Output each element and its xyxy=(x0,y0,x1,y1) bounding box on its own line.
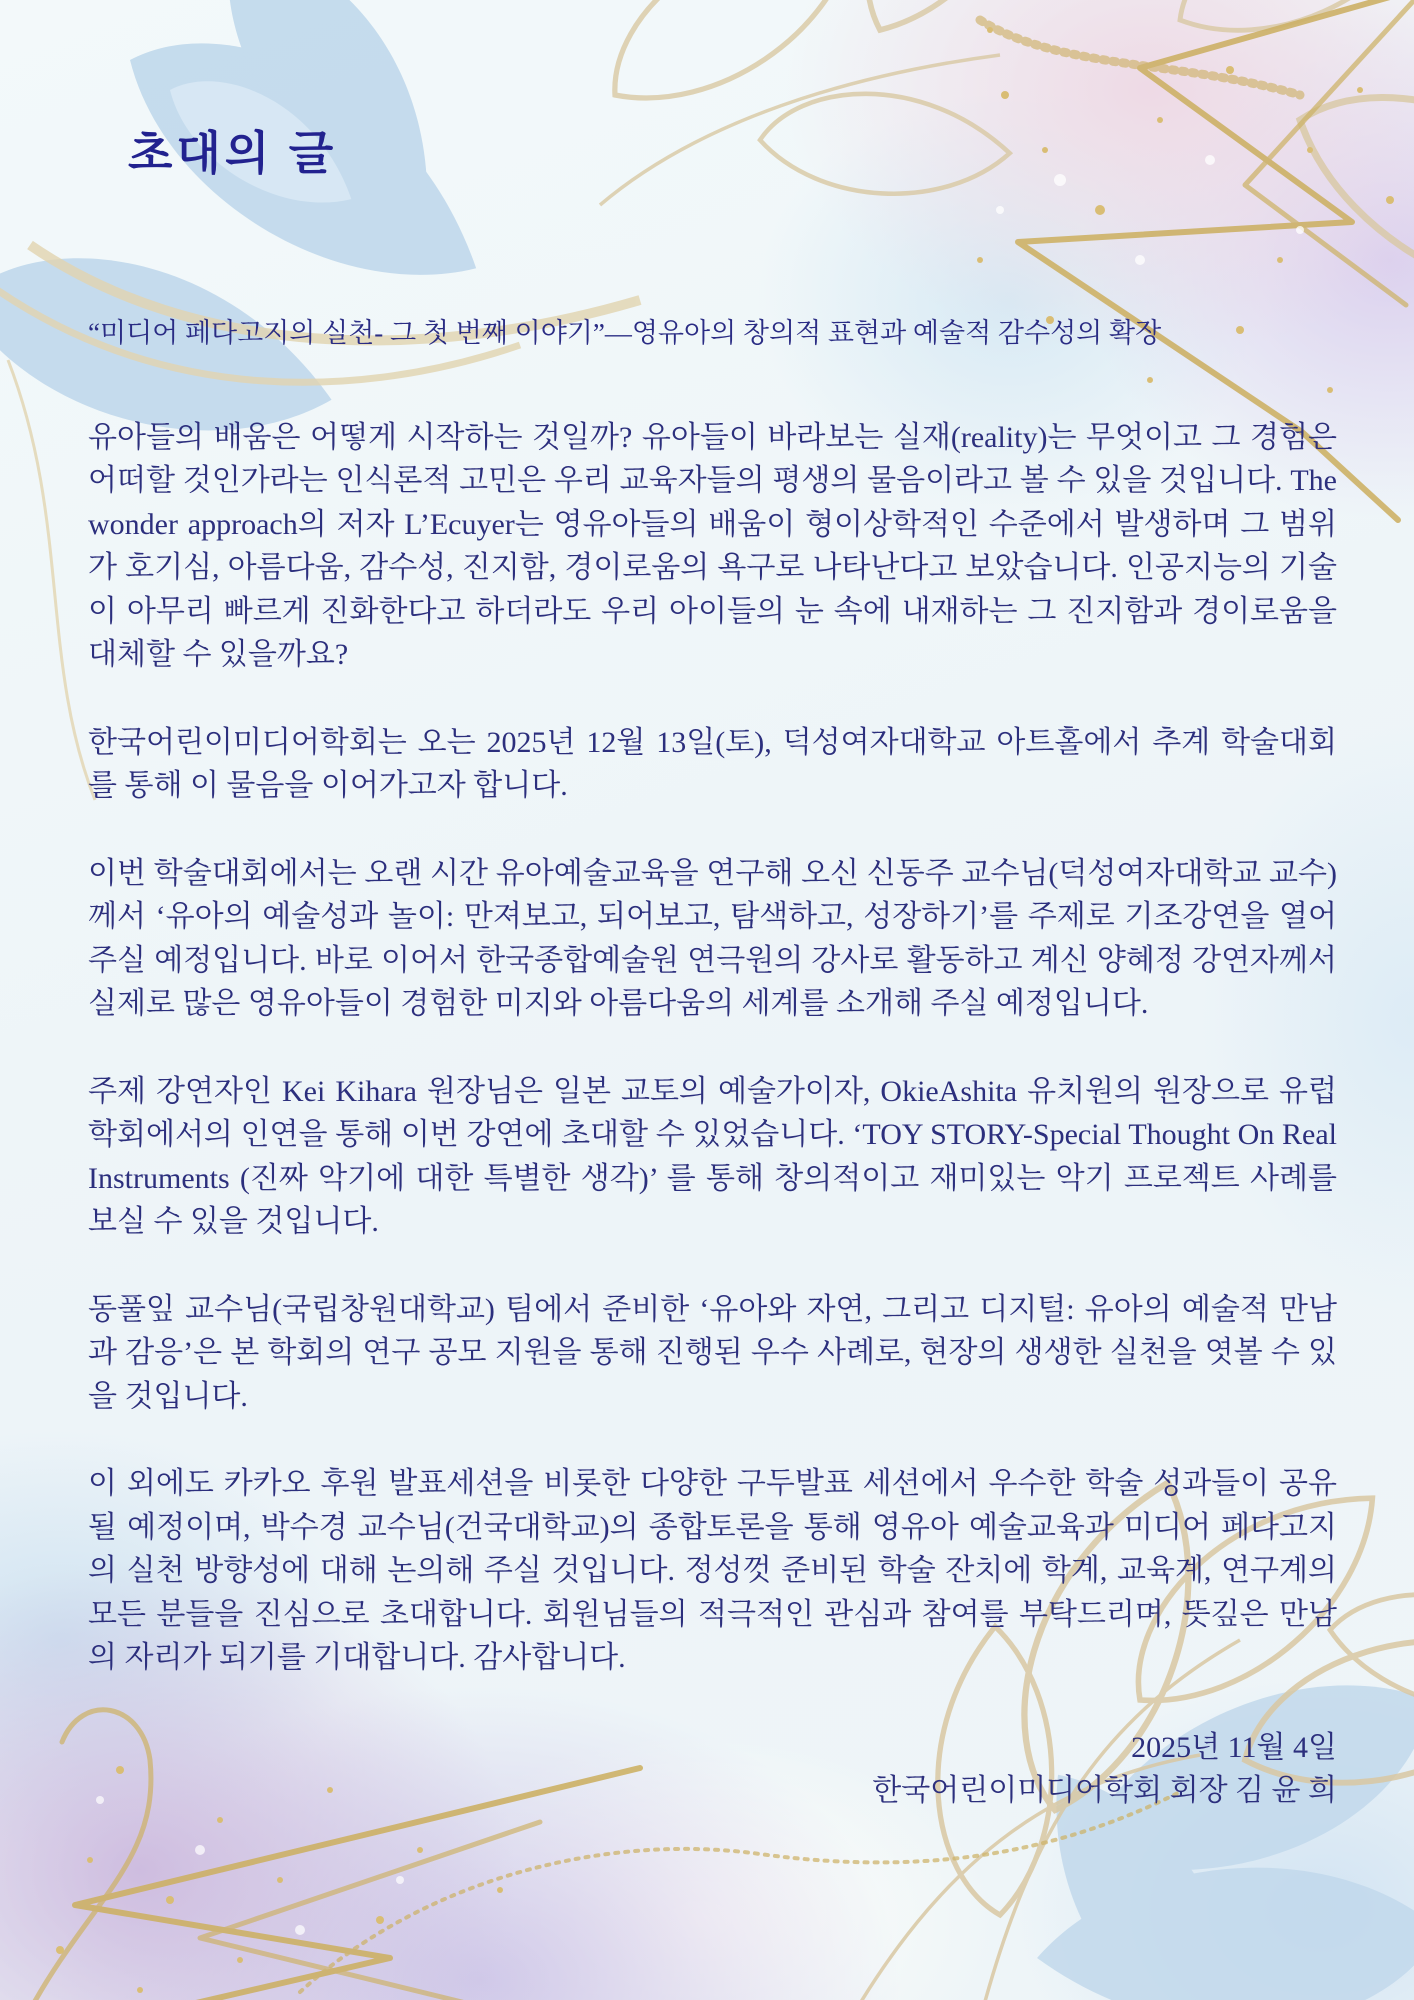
paragraph: 이 외에도 카카오 후원 발표세션을 비롯한 다양한 구두발표 세션에서 우수한 학술 성과들이 공유될 예정이며, 박수경 교수님(건국대학교)의 종합토론을 통해 영유아 예술교육과 미디어 페다고지의 실천 방향성에 대해 논의해 주실 것입니다. 정성껏 준비된 학술 잔치에 학계, 교육계, 연구계의 모든 분들을 진심으로 초대합니다. 회원님들의 적극적인 관심과 참여를 부탁드리며, 뜻깊은 만남의 자리가 되기를 기대합니다. 감사합니다. xyxy=(88,1467,1337,1675)
paragraph: 동풀잎 교수님(국립창원대학교) 팀에서 준비한 ‘유아와 자연, 그리고 디지털: 유아의 예술적 만남과 감응’은 본 학회의 연구 공모 지원을 통해 진행된 우수 사례로, 현장의 생생한 실천을 엿볼 수 있을 것입니다. xyxy=(88,1292,1337,1413)
letter-date: 2025년 11월 4일 xyxy=(1131,1730,1337,1764)
paragraph: 한국어린이미디어학회는 오는 2025년 12월 13일(토), 덕성여자대학교 아트홀에서 추계 학술대회를 통해 이 물음을 이어가고자 합니다. xyxy=(88,725,1337,803)
signature-block xyxy=(88,1726,1337,1813)
letter-signature: 한국어린이미디어학회 회장 김 윤 희 xyxy=(872,1774,1337,1808)
paragraph: 주제 강연자인 Kei Kihara 원장님은 일본 교토의 예술가이자, OkieAshita 유치원의 원장으로 유럽학회에서의 인연을 통해 이번 강연에 초대할 수 있었습니다. ‘TOY STORY-Special Thought On Real Instruments (진짜 악기에 대한 특별한 생각)’ 를 통해 창의적이고 재미있는 악기 프로젝트 사례를 보실 수 있을 것입니다. xyxy=(88,1074,1337,1239)
paragraph: 유아들의 배움은 어떻게 시작하는 것일까? 유아들이 바라보는 실재(reality)는 무엇이고 그 경험은 어떠할 것인가라는 인식론적 고민은 우리 교육자들의 평생의 물음이라고 볼 수 있을 것입니다. The wonder approach의 저자 L’Ecuyer는 영유아들의 배움이 형이상학적인 수준에서 발생하며 그 범위가 호기심, 아름다움, 감수성, 진지함, 경이로움의 욕구로 나타난다고 보았습니다. 인공지능의 기술이 아무리 빠르게 진화한다고 하더라도 우리 아이들의 눈 속에 내재하는 그 진지함과 경이로움을 대체할 수 있을까요? xyxy=(88,420,1337,672)
conference-theme-subtitle: “미디어 페다고지의 실천- 그 첫 번째 이야기”—영유아의 창의적 표현과 예술적 감수성의 확장 xyxy=(88,317,1162,348)
paragraph: 이번 학술대회에서는 오랜 시간 유아예술교육을 연구해 오신 신동주 교수님(덕성여자대학교 교수)께서 ‘유아의 예술성과 놀이: 만져보고, 되어보고, 탐색하고, 성장하기’를 주제로 기조강연을 열어주실 예정입니다. 바로 이어서 한국종합예술원 연극원의 강사로 활동하고 계신 양혜정 강연자께서 실제로 많은 영유아들이 경험한 미지와 아름다움의 세계를 소개해 주실 예정입니다. xyxy=(88,856,1337,1021)
letter-body xyxy=(88,416,1337,1680)
page-title: 초대의 글 xyxy=(128,128,338,179)
